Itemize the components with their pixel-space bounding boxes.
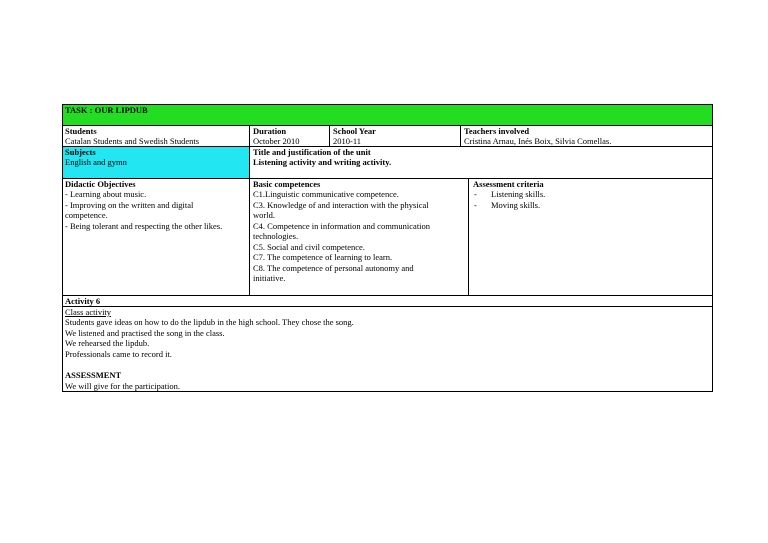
bullet-dash: - [474,199,477,210]
assessment-criteria-label: Assessment criteria [473,179,544,189]
criteria-item: Moving skills. [491,199,541,210]
competence-item: C3. Knowledge of and interaction with the physical [253,199,429,210]
class-activity-label: Class activity [65,307,112,317]
competence-item: world. [253,210,275,220]
activity-line: We listened and practised the song in the class. [65,327,225,338]
objective-item: - Improving on the written and digital [65,199,194,210]
activity-line: Professionals came to record it. [65,348,172,359]
unit-title-value: Listening activity and writing activity. [253,157,392,167]
unit-title-cell [249,146,713,179]
duration-cell [249,125,330,147]
assessment-criteria-cell [468,178,713,296]
objective-item: - Learning about music. [65,189,147,199]
competence-item: C5. Social and civil competence. [253,241,365,252]
activity-label: Activity 6 [65,296,101,306]
subjects-label: Subjects [65,147,96,157]
subjects-cell [62,146,250,179]
competence-item: C8. The competence of personal autonomy and [253,262,414,273]
teachers-value: Cristina Arnau, Inés Boix, Silvia Comellas. [464,136,612,146]
activity-content-cell [62,306,713,392]
competences-label: Basic competences [253,179,321,189]
students-cell [62,125,250,147]
task-title: TASK : OUR LIPDUB [65,105,148,115]
assessment-text: We will give for the participation. [65,380,180,391]
school-year-cell [329,125,461,147]
competences-cell [249,178,469,296]
task-title-row [62,104,713,126]
objectives-cell [62,178,250,296]
criteria-item: Listening skills. [491,189,546,199]
activity-line: We rehearsed the lipdub. [65,338,150,348]
competence-item: C4. Competence in information and communication [253,220,431,231]
competence-item: initiative. [253,273,286,283]
objective-item: - Being tolerant and respecting the other likes. [65,220,223,231]
objective-item: competence. [65,210,108,220]
school-year-label: School Year [333,126,376,136]
competence-item: C7. The competence of learning to learn. [253,252,393,262]
objectives-label: Didactic Objectives [65,179,136,189]
teachers-label: Teachers involved [464,126,530,136]
activity-line: Students gave ideas on how to do the lipdub in the high school. They chose the song. [65,317,354,327]
subjects-value: English and gymn [65,157,127,167]
unit-title-label: Title and justification of the unit [253,147,371,157]
bullet-dash: - [474,189,477,199]
competence-item: technologies. [253,231,299,241]
students-label: Students [65,126,97,136]
assessment-heading: ASSESSMENT [65,370,122,380]
teachers-cell [460,125,713,147]
school-year-value: 2010-11 [333,136,362,146]
duration-label: Duration [253,126,287,136]
competence-item: C1.Linguistic communicative competence. [253,189,399,199]
duration-value: October 2010 [253,136,300,146]
students-value: Catalan Students and Swedish Students [65,136,200,146]
